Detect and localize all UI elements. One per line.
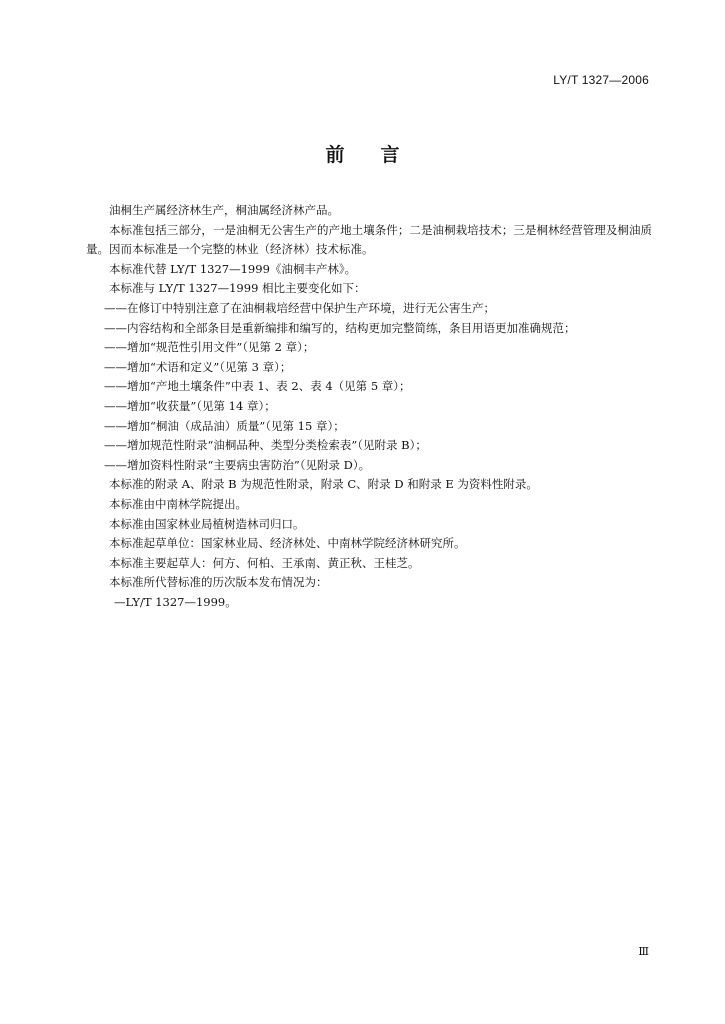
change-item: ——增加“收获量”（见第 14 章）； xyxy=(104,398,276,413)
standard-code: LY/T 1327—2006 xyxy=(553,73,649,87)
page-title: 前言 xyxy=(325,144,436,166)
change-item: ——在修订中特别注意了在油桐栽培经营中保护生产环境，进行无公害生产； xyxy=(104,300,495,315)
change-item: ——内容结构和全部条目是重新编排和编写的，结构更加完整简练，条目用语更加准确规范； xyxy=(104,320,576,335)
change-item: ——增加资料性附录“主要病虫害防治”（见附录 D）。 xyxy=(104,457,371,472)
drafting-units-paragraph: 本标准起草单位：国家林业局、经济林处、中南林学院经济林研究所。 xyxy=(109,536,466,551)
proposer-paragraph: 本标准由中南林学院提出。 xyxy=(109,496,247,511)
drafters-paragraph: 本标准主要起草人：何方、何柏、王承南、黄正秋、王桂芝。 xyxy=(109,555,420,570)
changes-intro-paragraph: 本标准与 LY/T 1327—1999 相比主要变化如下： xyxy=(109,281,366,296)
change-item: ——增加“术语和定义”（见第 3 章）； xyxy=(104,359,292,374)
history-paragraph: 本标准所代替标准的历次版本发布情况为： xyxy=(109,575,328,590)
administrator-paragraph: 本标准由国家林业局植树造林司归口。 xyxy=(109,516,305,531)
previous-version-item: —LY/T 1327—1999。 xyxy=(114,594,237,609)
changes-list xyxy=(86,299,652,475)
intro-paragraph: 油桐生产属经济林生产，桐油属经济林产品。 xyxy=(109,203,339,217)
change-item: ——增加“规范性引用文件”（见第 2 章）； xyxy=(104,340,315,355)
scope-paragraph: 本标准包括三部分，一是油桐无公害生产的产地土壤条件；二是油桐栽培技术；三是桐林经营管理及桐油质量。因而本标准是一个完整的林业（经济林）技术标准。 xyxy=(86,222,652,257)
change-item: ——增加规范性附录“油桐品种、类型分类检索表”（见附录 B）； xyxy=(104,438,427,453)
change-item: ——增加“桐油（成品油）质量”（见第 15 章）； xyxy=(104,418,345,433)
change-item: ——增加“产地土壤条件”中表 1、表 2、表 4（见第 5 章）； xyxy=(104,379,411,394)
replacement-paragraph: 本标准代替 LY/T 1327—1999《油桐丰产林》。 xyxy=(109,261,357,276)
document-body xyxy=(86,201,652,612)
page-number: Ⅲ xyxy=(638,945,649,958)
appendix-paragraph: 本标准的附录 A、附录 B 为规范性附录，附录 C、附录 D 和附录 E 为资料性附录。 xyxy=(109,477,538,492)
